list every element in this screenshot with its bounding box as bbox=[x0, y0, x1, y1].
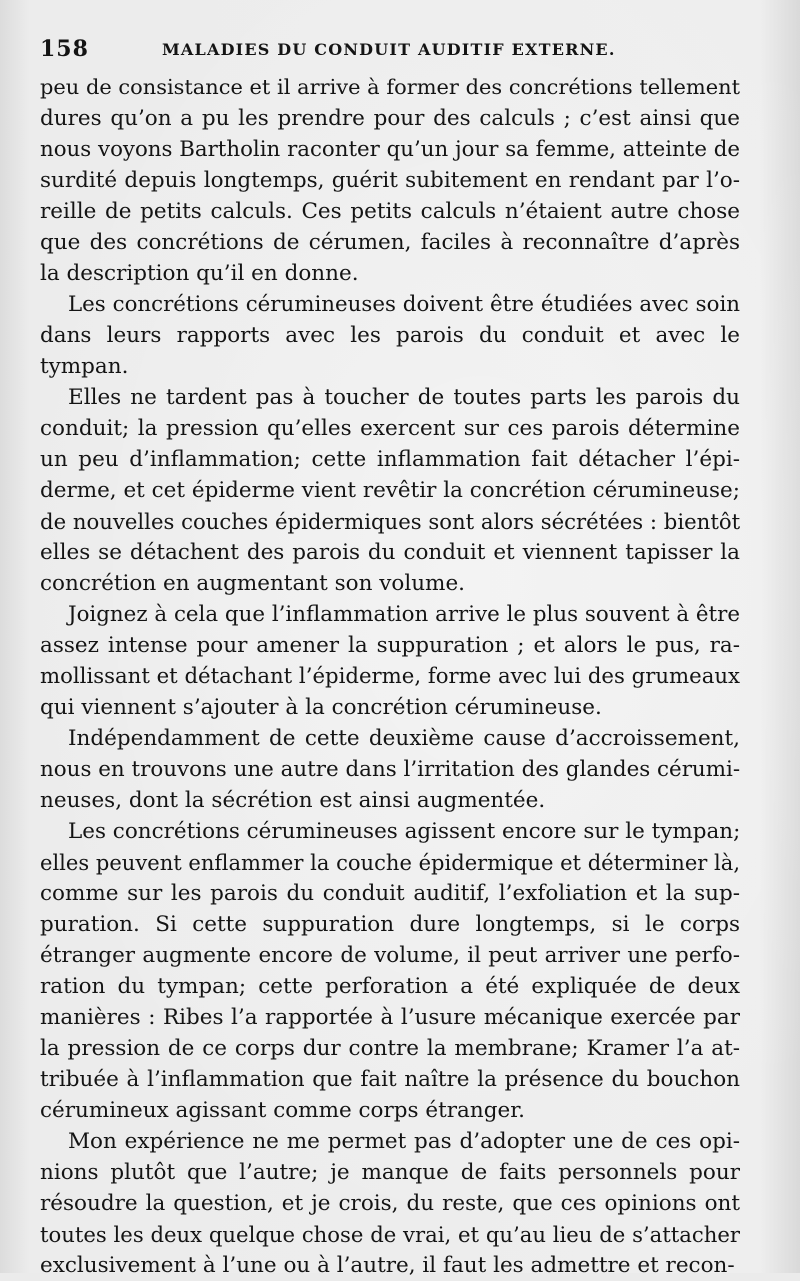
paragraph bbox=[40, 1126, 740, 1281]
text-line: tympan. bbox=[40, 354, 129, 379]
text-line: nous en trouvons une autre dans l’irritation des glandes cérumi- bbox=[40, 757, 740, 782]
text-line: nions plutôt que l’autre; je manque de faits personnels pour bbox=[40, 1160, 740, 1185]
text-line: étranger augmente encore de volume, il peut arriver une perfo- bbox=[40, 943, 740, 968]
text-line: elles peuvent enflammer la couche épidermique et déterminer là, bbox=[40, 850, 740, 875]
running-head: MALADIES DU CONDUIT AUDITIF EXTERNE. bbox=[162, 40, 616, 59]
body-text bbox=[40, 72, 740, 1281]
text-line: neuses, dont la sécrétion est ainsi augmentée. bbox=[40, 788, 546, 813]
text-line: derme, et cet épiderme vient revêtir la concrétion cérumineuse; bbox=[40, 478, 740, 503]
text-line: comme sur les parois du conduit auditif, l’exfoliation et la sup- bbox=[40, 881, 740, 906]
text-line: Les concrétions cérumineuses agissent encore sur le tympan; bbox=[68, 819, 740, 844]
paragraph bbox=[40, 599, 740, 723]
text-line: toutes les deux quelque chose de vrai, et qu’au lieu de s’attacher bbox=[40, 1222, 740, 1247]
paragraph bbox=[40, 382, 740, 599]
text-line: Elles ne tardent pas à toucher de toutes parts les parois du bbox=[68, 385, 740, 410]
text-line: tribuée à l’inflammation que fait naître la présence du bouchon bbox=[40, 1067, 740, 1092]
text-line: de nouvelles couches épidermiques sont alors sécrétées : bientôt bbox=[40, 509, 740, 534]
paragraph bbox=[40, 723, 740, 816]
text-line: que des concrétions de cérumen, faciles à reconnaître d’après bbox=[40, 230, 740, 255]
text-line: peu de consistance et il arrive à former des concrétions tellement bbox=[40, 75, 740, 99]
text-line: mollissant et détachant l’épiderme, forme avec lui des grumeaux bbox=[40, 664, 740, 689]
text-line: Mon expérience ne me permet pas d’adopter une de ces opi- bbox=[68, 1129, 740, 1154]
text-line: puration. Si cette suppuration dure longtemps, si le corps bbox=[40, 912, 740, 937]
text-line: cérumineux agissant comme corps étranger. bbox=[40, 1098, 525, 1123]
paragraph bbox=[40, 816, 740, 1126]
text-line: concrétion en augmentant son volume. bbox=[40, 571, 466, 596]
text-line: manières : Ribes l’a rapportée à l’usure mécanique exercée par bbox=[40, 1005, 740, 1030]
text-line: qui viennent s’ajouter à la concrétion cérumineuse. bbox=[40, 695, 602, 720]
text-line: la pression de ce corps dur contre la membrane; Kramer l’a at- bbox=[40, 1036, 740, 1061]
page-header bbox=[40, 30, 760, 64]
paragraph bbox=[40, 289, 740, 382]
text-line: Indépendamment de cette deuxième cause d’accroissement, bbox=[68, 726, 740, 751]
text-line: dans leurs rapports avec les parois du conduit et avec le bbox=[40, 323, 740, 348]
text-line: conduit; la pression qu’elles exercent sur ces parois détermine bbox=[40, 416, 740, 441]
text-line: elles se détachent des parois du conduit et viennent tapisser la bbox=[40, 540, 740, 565]
text-line: la description qu’il en donne. bbox=[40, 261, 359, 286]
paragraph bbox=[40, 72, 740, 289]
text-line: dures qu’on a pu les prendre pour des calculs ; c’est ainsi que bbox=[40, 106, 740, 131]
text-line: ration du tympan; cette perforation a été expliquée de deux bbox=[40, 974, 740, 999]
text-line: Les concrétions cérumineuses doivent être étudiées avec soin bbox=[68, 292, 740, 317]
text-line: surdité depuis longtemps, guérit subitement en rendant par l’o- bbox=[40, 168, 740, 193]
text-line: reille de petits calculs. Ces petits calculs n’étaient autre chose bbox=[40, 199, 740, 224]
text-line: Joignez à cela que l’inflammation arrive le plus souvent à être bbox=[68, 602, 740, 627]
text-line: assez intense pour amener la suppuration ; et alors le pus, ra- bbox=[40, 633, 740, 658]
text-line: résoudre la question, et je crois, du reste, que ces opinions ont bbox=[40, 1191, 740, 1216]
text-line: nous voyons Bartholin raconter qu’un jour sa femme, atteinte de bbox=[40, 137, 740, 162]
text-line: un peu d’inflammation; cette inflammation fait détacher l’épi- bbox=[40, 447, 740, 472]
text-line: exclusivement à l’une ou à l’autre, il faut les admettre et recon- bbox=[40, 1253, 735, 1278]
page-number: 158 bbox=[40, 36, 89, 62]
